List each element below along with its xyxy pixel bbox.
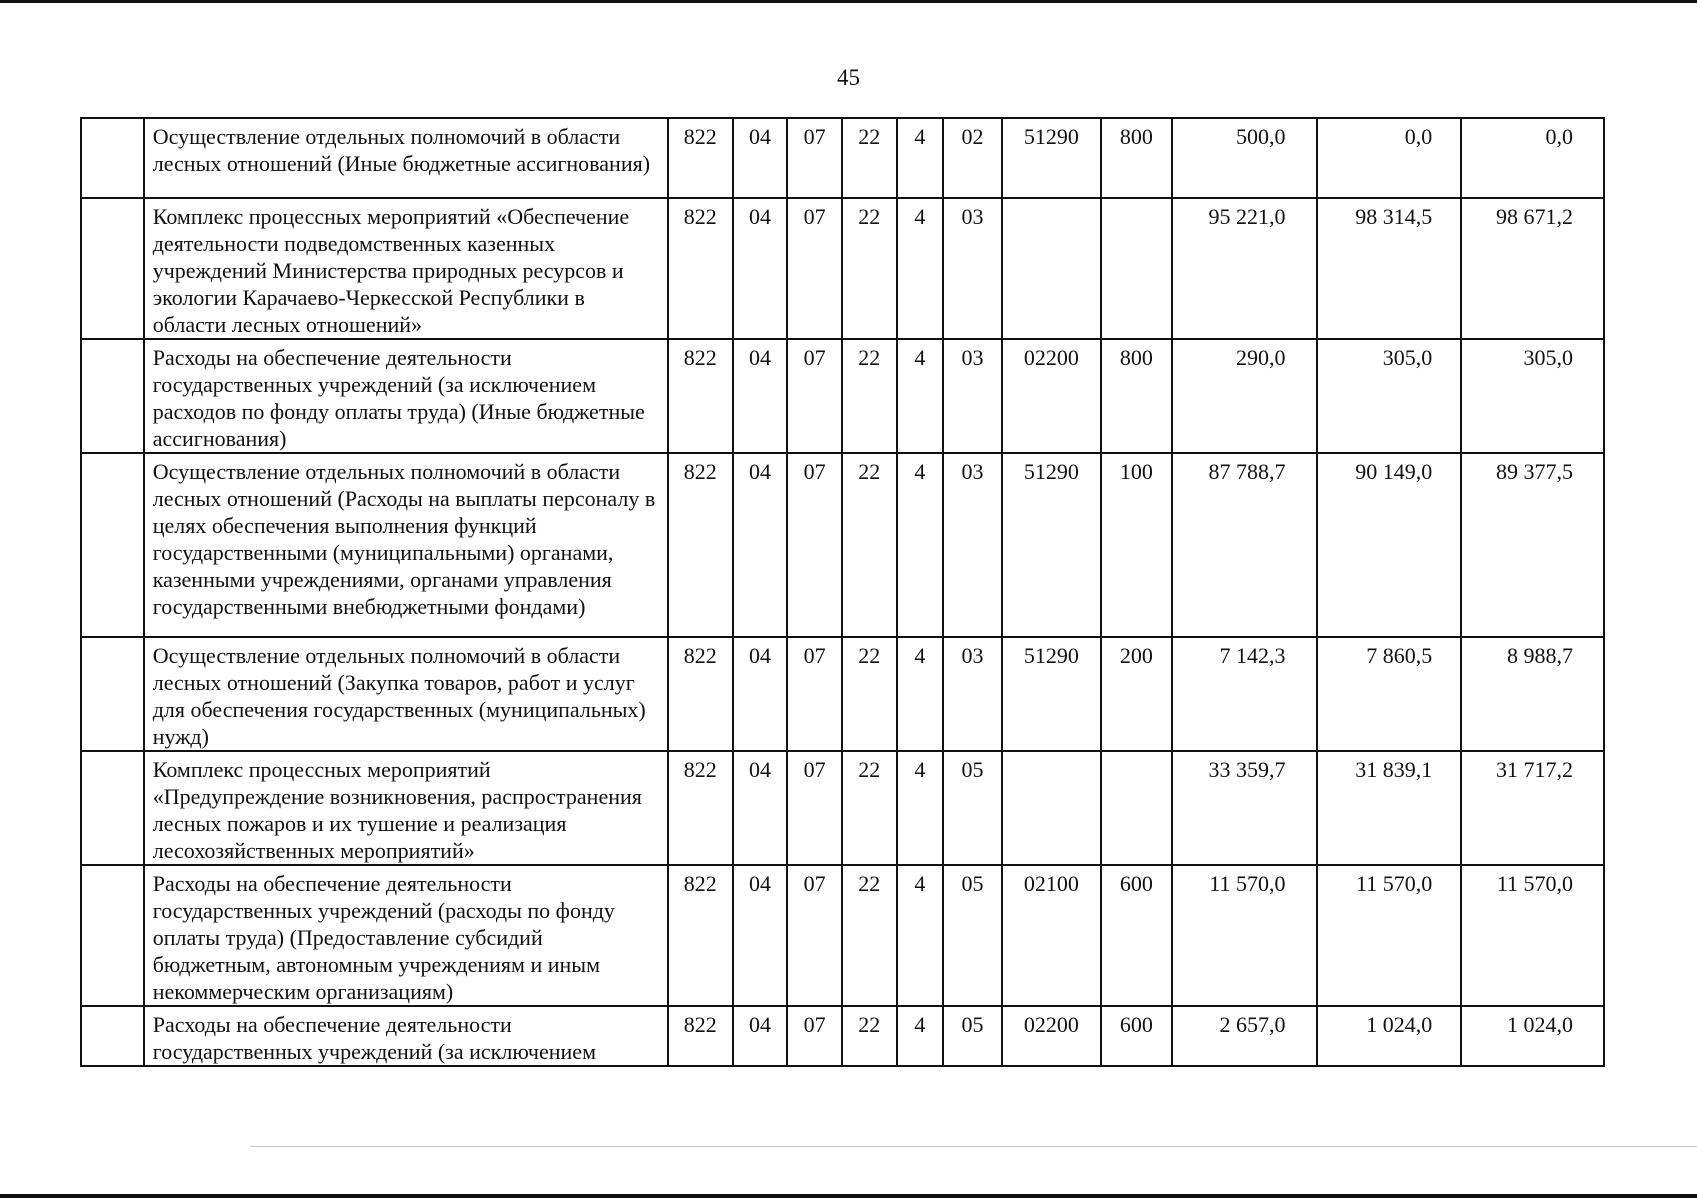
code-cell bbox=[1101, 198, 1172, 339]
code-cell: 822 bbox=[668, 339, 733, 453]
code-cell bbox=[1002, 198, 1101, 339]
amount-cell: 290,0 bbox=[1172, 339, 1317, 453]
code-cell: 05 bbox=[943, 1006, 1002, 1066]
code-cell: 600 bbox=[1101, 1006, 1172, 1066]
code-cell: 100 bbox=[1101, 453, 1172, 637]
description-cell: Расходы на обеспечение деятельности государственных учреждений (за исключением расходов по фонду оплаты труда) (Иные бюджетные ассигнования) bbox=[144, 339, 668, 453]
row-number-cell bbox=[81, 198, 144, 339]
row-number-cell bbox=[81, 637, 144, 751]
code-cell: 4 bbox=[897, 453, 944, 637]
amount-cell: 8 988,7 bbox=[1461, 637, 1604, 751]
top-border-line bbox=[0, 0, 1697, 3]
amount-cell: 33 359,7 bbox=[1172, 751, 1317, 865]
table-row bbox=[81, 198, 1604, 339]
amount-cell: 1 024,0 bbox=[1461, 1006, 1604, 1066]
code-cell bbox=[1101, 751, 1172, 865]
amount-cell: 305,0 bbox=[1461, 339, 1604, 453]
code-cell: 04 bbox=[733, 453, 788, 637]
code-cell: 4 bbox=[897, 198, 944, 339]
amount-cell: 11 570,0 bbox=[1461, 865, 1604, 1006]
code-cell: 822 bbox=[668, 118, 733, 198]
code-cell: 04 bbox=[733, 1006, 788, 1066]
code-cell: 22 bbox=[842, 865, 897, 1006]
amount-cell: 500,0 bbox=[1172, 118, 1317, 198]
code-cell: 822 bbox=[668, 1006, 733, 1066]
bottom-border-line bbox=[0, 1194, 1697, 1198]
code-cell: 600 bbox=[1101, 865, 1172, 1006]
code-cell: 02200 bbox=[1002, 1006, 1101, 1066]
code-cell: 04 bbox=[733, 637, 788, 751]
amount-cell: 7 860,5 bbox=[1317, 637, 1462, 751]
code-cell: 07 bbox=[787, 118, 842, 198]
table-row bbox=[81, 865, 1604, 1006]
code-cell: 22 bbox=[842, 637, 897, 751]
amount-cell: 11 570,0 bbox=[1317, 865, 1462, 1006]
code-cell: 51290 bbox=[1002, 453, 1101, 637]
table-row bbox=[81, 453, 1604, 637]
amount-cell: 1 024,0 bbox=[1317, 1006, 1462, 1066]
code-cell: 03 bbox=[943, 339, 1002, 453]
code-cell: 02200 bbox=[1002, 339, 1101, 453]
code-cell: 03 bbox=[943, 198, 1002, 339]
amount-cell: 31 717,2 bbox=[1461, 751, 1604, 865]
code-cell: 05 bbox=[943, 751, 1002, 865]
description-cell: Комплекс процессных мероприятий «Обеспечение деятельности подведомственных казенных учреждений Министерства природных ресурсов и экологии Карачаево-Черкесской Республики в области лесных отношений» bbox=[144, 198, 668, 339]
code-cell: 04 bbox=[733, 865, 788, 1006]
amount-cell: 98 314,5 bbox=[1317, 198, 1462, 339]
code-cell: 822 bbox=[668, 637, 733, 751]
code-cell: 800 bbox=[1101, 118, 1172, 198]
description-cell: Комплекс процессных мероприятий «Предупреждение возникновения, распространения лесных пожаров и их тушение и реализация лесохозяйственных мероприятий» bbox=[144, 751, 668, 865]
row-number-cell bbox=[81, 339, 144, 453]
code-cell: 4 bbox=[897, 865, 944, 1006]
code-cell: 22 bbox=[842, 339, 897, 453]
code-cell: 04 bbox=[733, 198, 788, 339]
code-cell: 07 bbox=[787, 339, 842, 453]
row-number-cell bbox=[81, 751, 144, 865]
table-body bbox=[81, 118, 1604, 1066]
code-cell: 822 bbox=[668, 198, 733, 339]
code-cell: 07 bbox=[787, 637, 842, 751]
footer-divider bbox=[250, 1146, 1697, 1147]
row-number-cell bbox=[81, 118, 144, 198]
amount-cell: 98 671,2 bbox=[1461, 198, 1604, 339]
budget-table bbox=[80, 117, 1605, 1067]
row-number-cell bbox=[81, 453, 144, 637]
code-cell: 04 bbox=[733, 751, 788, 865]
code-cell: 02 bbox=[943, 118, 1002, 198]
table-row bbox=[81, 637, 1604, 751]
amount-cell: 95 221,0 bbox=[1172, 198, 1317, 339]
amount-cell: 305,0 bbox=[1317, 339, 1462, 453]
code-cell: 07 bbox=[787, 198, 842, 339]
amount-cell: 0,0 bbox=[1461, 118, 1604, 198]
row-number-cell bbox=[81, 865, 144, 1006]
description-cell: Расходы на обеспечение деятельности государственных учреждений (за исключением bbox=[144, 1006, 668, 1066]
code-cell: 02100 bbox=[1002, 865, 1101, 1006]
amount-cell: 87 788,7 bbox=[1172, 453, 1317, 637]
amount-cell: 0,0 bbox=[1317, 118, 1462, 198]
amount-cell: 90 149,0 bbox=[1317, 453, 1462, 637]
table-row bbox=[81, 1006, 1604, 1066]
code-cell: 22 bbox=[842, 1006, 897, 1066]
code-cell: 07 bbox=[787, 865, 842, 1006]
code-cell: 05 bbox=[943, 865, 1002, 1006]
code-cell: 22 bbox=[842, 751, 897, 865]
code-cell: 4 bbox=[897, 339, 944, 453]
amount-cell: 11 570,0 bbox=[1172, 865, 1317, 1006]
page-number: 45 bbox=[837, 65, 860, 90]
description-cell: Осуществление отдельных полномочий в области лесных отношений (Иные бюджетные ассигнования) bbox=[144, 118, 668, 198]
code-cell: 822 bbox=[668, 865, 733, 1006]
description-cell: Осуществление отдельных полномочий в области лесных отношений (Закупка товаров, работ и услуг для обеспечения государственных (муниципальных) нужд) bbox=[144, 637, 668, 751]
table-row bbox=[81, 339, 1604, 453]
code-cell: 03 bbox=[943, 637, 1002, 751]
code-cell: 4 bbox=[897, 751, 944, 865]
code-cell: 51290 bbox=[1002, 637, 1101, 751]
code-cell: 4 bbox=[897, 1006, 944, 1066]
description-cell: Осуществление отдельных полномочий в области лесных отношений (Расходы на выплаты персоналу в целях обеспечения выполнения функций государственными (муниципальными) органами, казенными учреждениями, органами управления государственными внебюджетными фондами) bbox=[144, 453, 668, 637]
amount-cell: 2 657,0 bbox=[1172, 1006, 1317, 1066]
code-cell: 03 bbox=[943, 453, 1002, 637]
row-number-cell bbox=[81, 1006, 144, 1066]
code-cell bbox=[1002, 751, 1101, 865]
amount-cell: 7 142,3 bbox=[1172, 637, 1317, 751]
code-cell: 51290 bbox=[1002, 118, 1101, 198]
code-cell: 22 bbox=[842, 118, 897, 198]
amount-cell: 31 839,1 bbox=[1317, 751, 1462, 865]
code-cell: 04 bbox=[733, 339, 788, 453]
code-cell: 22 bbox=[842, 453, 897, 637]
code-cell: 07 bbox=[787, 751, 842, 865]
code-cell: 4 bbox=[897, 637, 944, 751]
code-cell: 822 bbox=[668, 751, 733, 865]
amount-cell: 89 377,5 bbox=[1461, 453, 1604, 637]
code-cell: 4 bbox=[897, 118, 944, 198]
code-cell: 04 bbox=[733, 118, 788, 198]
code-cell: 200 bbox=[1101, 637, 1172, 751]
table-row bbox=[81, 751, 1604, 865]
code-cell: 07 bbox=[787, 453, 842, 637]
table-row bbox=[81, 118, 1604, 198]
code-cell: 22 bbox=[842, 198, 897, 339]
code-cell: 822 bbox=[668, 453, 733, 637]
code-cell: 07 bbox=[787, 1006, 842, 1066]
code-cell: 800 bbox=[1101, 339, 1172, 453]
description-cell: Расходы на обеспечение деятельности государственных учреждений (расходы по фонду оплаты труда) (Предоставление субсидий бюджетным, автономным учреждениям и иным некоммерческим организациям) bbox=[144, 865, 668, 1006]
